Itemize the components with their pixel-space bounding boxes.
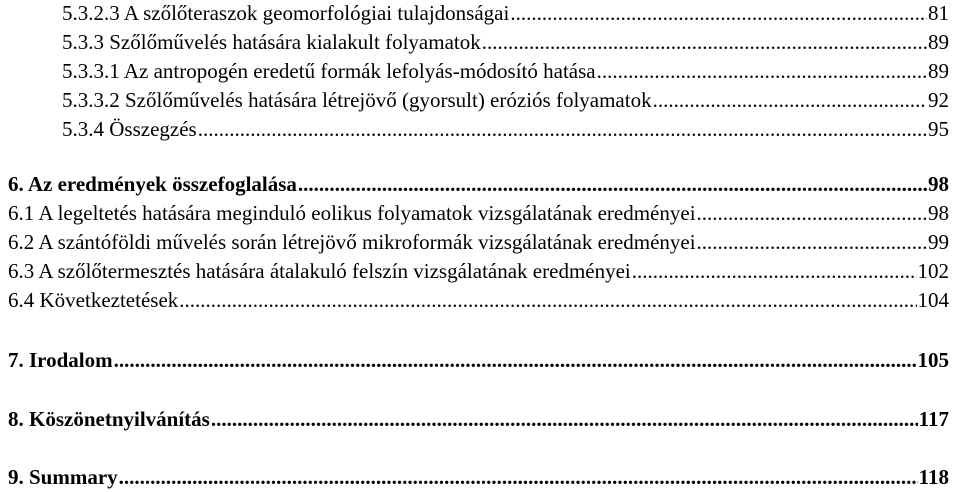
toc-entry[interactable] [62,116,949,142]
toc-dot-leader [211,406,918,432]
toc-entry-title: 9. Summary [8,465,118,489]
toc-entry-title: 5.3.3.2 Szőlőművelés hatására létrejövő (gyorsult) eróziós folyamatok [62,88,652,112]
toc-entry[interactable] [8,287,949,313]
toc-entry-title: 5.3.3 Szőlőművelés hatására kialakult folyamatok [62,30,481,54]
toc-entry[interactable] [62,58,949,84]
toc-entry-page: 81 [928,1,949,25]
toc-entry[interactable] [8,347,949,373]
toc-dot-leader [510,0,927,26]
toc-dot-leader [119,464,918,490]
toc-entry-page: 117 [918,407,949,431]
toc-entry[interactable] [8,464,949,490]
toc-entry[interactable] [8,171,949,197]
toc-entry-page: 105 [917,348,949,372]
toc-entry-title: 5.3.3.1 Az antropogén eredetű formák lefolyás-módosító hatása [62,59,596,83]
toc-entry-page: 98 [928,201,949,225]
toc-entry-page: 89 [928,30,949,54]
toc-entry[interactable] [8,406,949,432]
toc-dot-leader [597,58,927,84]
toc-dot-leader [179,287,916,313]
toc-entry-page: 118 [918,465,949,489]
toc-entry-page: 98 [928,172,949,196]
toc-entry[interactable] [8,258,949,284]
toc-dot-leader [114,347,917,373]
toc-entry-title: 6.2 A szántóföldi művelés során létrejövő mikroformák vizsgálatának eredményei [8,230,696,254]
toc-entry-title: 8. Köszönetnyilvánítás [8,407,210,431]
toc-dot-leader [482,29,927,55]
toc-dot-leader [298,171,927,197]
toc-entry-page: 99 [928,230,949,254]
toc-entry-title: 7. Irodalom [8,348,113,372]
toc-entry-page: 102 [917,259,949,283]
toc-entry[interactable] [62,0,949,26]
toc-entry-page: 89 [928,59,949,83]
toc-entry-title: 5.3.2.3 A szőlőteraszok geomorfológiai tulajdonságai [62,1,510,25]
toc-entry-title: 6.3 A szőlőtermesztés hatására átalakuló felszín vizsgálatának eredményei [8,259,631,283]
toc-entry[interactable] [62,87,949,113]
toc-entry-title: 6. Az eredmények összefoglalása [8,172,297,196]
toc-entry-page: 95 [928,117,949,141]
toc-dot-leader [697,229,927,255]
toc-entry-title: 6.4 Következtetések [8,288,179,312]
toc-dot-leader [198,116,927,142]
toc-entry[interactable] [62,29,949,55]
toc-entry[interactable] [8,200,949,226]
toc-dot-leader [632,258,917,284]
toc-entry-title: 6.1 A legeltetés hatására meginduló eolikus folyamatok vizsgálatának eredményei [8,201,696,225]
toc-dot-leader [697,200,927,226]
toc-entry[interactable] [8,229,949,255]
toc-entry-title: 5.3.4 Összegzés [62,117,197,141]
toc-entry-page: 104 [917,288,949,312]
toc-dot-leader [653,87,927,113]
toc-entry-page: 92 [928,88,949,112]
